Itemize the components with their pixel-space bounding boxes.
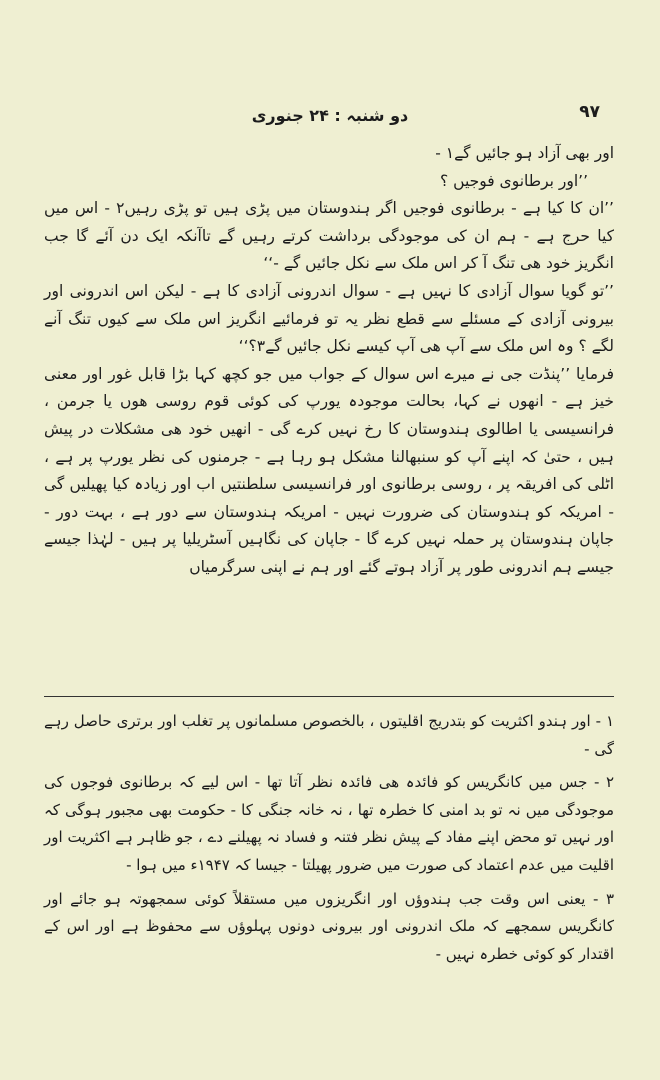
page-number: ۹۷ [579,102,600,122]
paragraph: ’’تو گویا سوال آزادی کا نہیں ہے - سوال اندرونی آزادی کا ہے - لیکن اس اندرونی اور بیرونی آزادی کے مسئلے سے قطع نظر یہ تو فرمائیے انگریز اس ملک سے کیوں تنگ آنے لگے ؟ وہ اس ملک سے آپ ھی آپ کیسے نکل جائیں گے۳؟‘‘ [44,281,614,356]
footnote-1: ۱ - اور ہندو اکثریت کو بتدریج اقلیتوں ، بالخصوص مسلمانوں پر تغلب اور برتری حاصل رہے گی - [44,712,614,758]
running-title: دو شنبہ : ۲۴ جنوری [251,105,409,125]
paragraph: ’’اور برطانوی فوجیں ؟ [440,171,588,190]
paragraph: فرمایا ’’پنڈت جی نے میرے اس سوال کے جواب میں جو کچھ کہا بڑا قابل غور اور معنی خیز ہے - انھوں نے کہا، بحالت موجودہ یورپ کی کوئی قوم روسی ھوں یا جرمن ، فرانسیسی یا اطالوی ہندوستان کا رخ نہیں کرے گی - انھیں خود ھی مشکلات در پیش ہیں ، حتیٰ کہ اپنے آپ کو سنبھالنا مشکل ہو رہا ہے - جرمنوں کی نظر یورپ پر ہے ، اٹلی کی افریقہ پر ، روسی برطانوی اور فرانسیسی سلطنتیں اب اور زیادہ کیا پھیلیں گی - امریکہ کو ہندوستان کی ضرورت نہیں - امریکہ ہندوستان سے دور ہے ، بہت دور - جاپان ہندوستان پر حملہ نہیں کرے گا - جاپان کی نگاہیں آسٹریلیا پر ہیں - لہٰذا جیسے جیسے ہم اندرونی طور پر آزاد ہوتے گئے اور ہم نے اپنی سرگرمیاں [44,364,614,576]
footnote-divider [44,696,614,697]
page-header [60,100,600,130]
footnote-2: ۲ - جس میں کانگریس کو فائدہ ھی فائدہ نظر آتا تھا - اس لیے کہ برطانوی فوجوں کی موجودگی میں نہ تو بد امنی کا خطرہ تھا ، نہ خانہ جنگی کا - حکومت بھی مجبور ہوگی کہ اور نہیں تو محض اپنے مفاد کے پیش نظر فتنہ و فساد نہ پھیلنے دے ، جو ظاہر ہے اکثریت اور اقلیت میں عدم اعتماد کی صورت میں ضرور پھیلتا - جیسا کہ ۱۹۴۷ء میں ہوا - [44,773,614,874]
footnotes [44,708,614,974]
footnote-3: ۳ - یعنی اس وقت جب ہندوؤں اور انگریزوں میں مستقلاً کوئی سمجھوتہ ہو جائے اور کانگریس سمجھے کہ ملک اندرونی اور بیرونی دونوں پہلوؤں سے محفوظ ہے اور اس کے اقتدار کو کوئی خطرہ نہیں - [44,889,614,963]
main-text [44,140,614,582]
paragraph: اور بھی آزاد ہو جائیں گے۱ - [435,144,614,162]
paragraph: ’’ان کا کیا ہے - برطانوی فوجیں اگر ہندوستان میں پڑی ہیں تو پڑی رہیں۲ - اس میں کیا حرج ہے - ہم ان کی موجودگی برداشت کرتے رہیں گے تاآنکہ ایک دن آئے گا جب انگریز خود ھی تنگ آ کر اس ملک سے نکل جائیں گے -‘‘ [44,199,614,273]
